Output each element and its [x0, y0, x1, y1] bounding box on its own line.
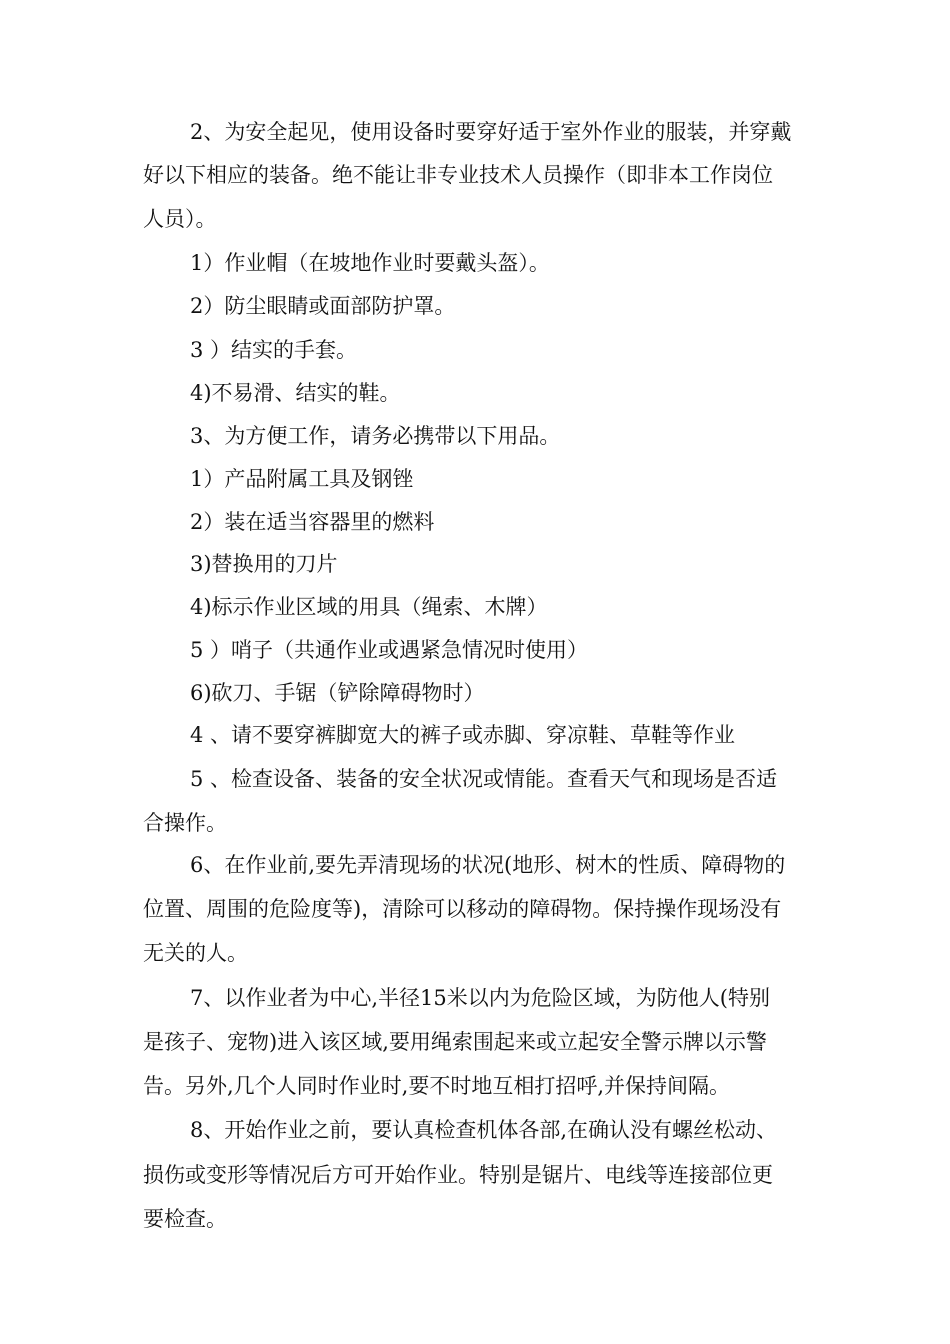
text-line: 4)标示作业区域的用具（绳索、木牌）: [190, 595, 548, 619]
text-line: 6)砍刀、手锯（铲除障碍物时）: [190, 681, 485, 705]
text-line: 告。另外,几个人同时作业时,要不时地互相打招呼,并保持间隔。: [143, 1074, 731, 1098]
text-line: 合操作。: [143, 811, 227, 835]
text-line: 2、为安全起见，使用设备时要穿好适于室外作业的服装，并穿戴: [190, 120, 792, 144]
text-line: 无关的人。: [143, 941, 248, 965]
text-line: 人员）。: [143, 207, 217, 231]
text-line: 1）产品附属工具及钢锉: [190, 467, 414, 491]
text-line: 3、为方便工作，请务必携带以下用品。: [190, 424, 561, 448]
text-line: 3 ）结实的手套。: [190, 338, 358, 362]
text-line: 7、以作业者为中心,半径15米以内为危险区域，为防他人(特别: [190, 986, 770, 1010]
text-line: 4 、请不要穿裤脚宽大的裤子或赤脚、穿凉鞋、草鞋等作业: [190, 723, 736, 747]
text-line: 5 ）哨子（共通作业或遇紧急情况时使用）: [190, 638, 589, 662]
text-line: 2）装在适当容器里的燃料: [190, 510, 435, 534]
text-line: 5 、检查设备、装备的安全状况或情能。查看天气和现场是否适: [190, 767, 778, 791]
text-line: 损伤或变形等情况后方可开始作业。特别是锯片、电线等连接部位更: [143, 1163, 773, 1187]
text-line: 位置、周围的危险度等)，清除可以移动的障碍物。保持操作现场没有: [143, 897, 782, 921]
text-line: 好以下相应的装备。绝不能让非专业技术人员操作（即非本工作岗位: [143, 163, 773, 187]
text-line: 8、开始作业之前，要认真检查机体各部,在确认没有螺丝松动、: [190, 1118, 778, 1142]
text-line: 3)替换用的刀片: [190, 552, 338, 576]
text-line: 4)不易滑、结实的鞋。: [190, 381, 401, 405]
text-line: 要检查。: [143, 1207, 227, 1231]
text-line: 是孩子、宠物)进入该区域,要用绳索围起来或立起安全警示牌以示警: [143, 1030, 767, 1054]
text-line: 1）作业帽（在坡地作业时要戴头盔）。: [190, 251, 550, 275]
text-line: 2）防尘眼睛或面部防护罩。: [190, 294, 456, 318]
text-line: 6、在作业前,要先弄清现场的状况(地形、树木的性质、障碍物的: [190, 853, 786, 877]
